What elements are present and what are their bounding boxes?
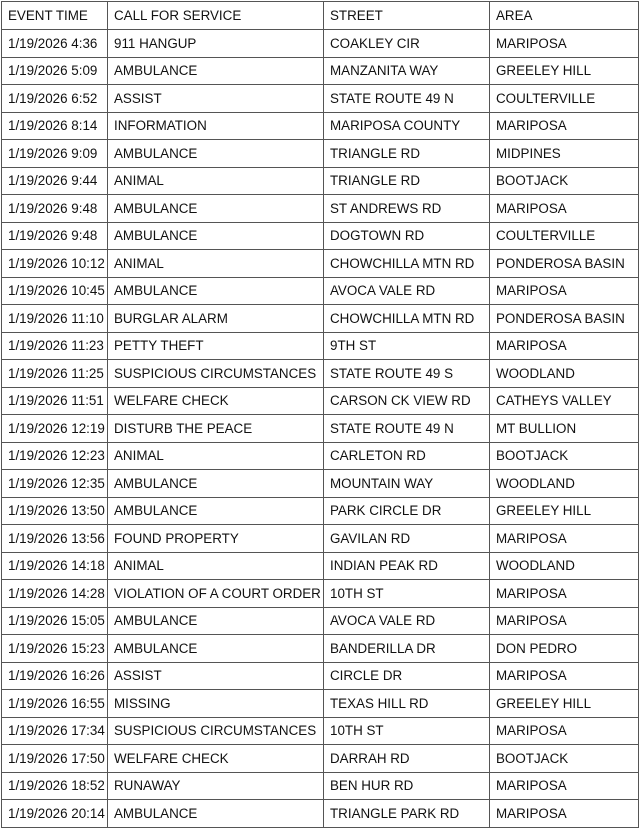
cell-street: CARSON CK VIEW RD (324, 387, 490, 415)
cell-call-for-service: ASSIST (108, 662, 324, 690)
cell-street: COAKLEY CIR (324, 30, 490, 58)
cell-area: MARIPOSA (490, 580, 639, 608)
cell-street: GAVILAN RD (324, 525, 490, 553)
cell-event-time: 1/19/2026 11:25 (2, 360, 108, 388)
cell-area: MARIPOSA (490, 607, 639, 635)
cell-call-for-service: AMBULANCE (108, 57, 324, 85)
table-row (2, 552, 639, 580)
header-event-time: EVENT TIME (2, 2, 108, 30)
cell-event-time: 1/19/2026 16:55 (2, 690, 108, 718)
cell-street: MOUNTAIN WAY (324, 470, 490, 498)
table-row (2, 195, 639, 223)
cell-call-for-service: 911 HANGUP (108, 30, 324, 58)
table-row (2, 85, 639, 113)
cell-area: MARIPOSA (490, 717, 639, 745)
table-row (2, 580, 639, 608)
cell-area: GREELEY HILL (490, 690, 639, 718)
cell-event-time: 1/19/2026 17:50 (2, 745, 108, 773)
cell-event-time: 1/19/2026 9:44 (2, 167, 108, 195)
cell-area: PONDEROSA BASIN (490, 305, 639, 333)
cell-area: BOOTJACK (490, 442, 639, 470)
cell-event-time: 1/19/2026 16:26 (2, 662, 108, 690)
table-row (2, 470, 639, 498)
cell-call-for-service: ASSIST (108, 85, 324, 113)
cell-event-time: 1/19/2026 4:36 (2, 30, 108, 58)
table-row (2, 112, 639, 140)
table-header (2, 2, 639, 30)
cell-street: CHOWCHILLA MTN RD (324, 250, 490, 278)
cell-area: MARIPOSA (490, 195, 639, 223)
table-row (2, 745, 639, 773)
cell-street: STATE ROUTE 49 N (324, 415, 490, 443)
cell-area: MARIPOSA (490, 772, 639, 800)
cell-event-time: 1/19/2026 9:09 (2, 140, 108, 168)
cell-street: STATE ROUTE 49 N (324, 85, 490, 113)
cell-area: WOODLAND (490, 360, 639, 388)
cell-street: PARK CIRCLE DR (324, 497, 490, 525)
cell-event-time: 1/19/2026 12:19 (2, 415, 108, 443)
header-area: AREA (490, 2, 639, 30)
cell-street: CARLETON RD (324, 442, 490, 470)
cell-event-time: 1/19/2026 9:48 (2, 195, 108, 223)
cell-call-for-service: AMBULANCE (108, 277, 324, 305)
cell-street: MANZANITA WAY (324, 57, 490, 85)
table-row (2, 277, 639, 305)
cell-event-time: 1/19/2026 13:56 (2, 525, 108, 553)
cell-street: DARRAH RD (324, 745, 490, 773)
cell-area: MT BULLION (490, 415, 639, 443)
cell-call-for-service: AMBULANCE (108, 195, 324, 223)
cell-call-for-service: AMBULANCE (108, 800, 324, 828)
table-row (2, 662, 639, 690)
cell-area: MARIPOSA (490, 112, 639, 140)
cell-street: DOGTOWN RD (324, 222, 490, 250)
cell-street: MARIPOSA COUNTY (324, 112, 490, 140)
cell-call-for-service: VIOLATION OF A COURT ORDER (108, 580, 324, 608)
header-street: STREET (324, 2, 490, 30)
cell-street: TRIANGLE PARK RD (324, 800, 490, 828)
header-row (2, 2, 639, 30)
cell-event-time: 1/19/2026 14:18 (2, 552, 108, 580)
cell-call-for-service: RUNAWAY (108, 772, 324, 800)
cell-event-time: 1/19/2026 9:48 (2, 222, 108, 250)
cell-area: GREELEY HILL (490, 497, 639, 525)
cell-area: MARIPOSA (490, 277, 639, 305)
cell-call-for-service: ANIMAL (108, 552, 324, 580)
table-row (2, 30, 639, 58)
table-row (2, 415, 639, 443)
cell-event-time: 1/19/2026 12:23 (2, 442, 108, 470)
cell-street: AVOCA VALE RD (324, 607, 490, 635)
cell-event-time: 1/19/2026 17:34 (2, 717, 108, 745)
table-row (2, 607, 639, 635)
cell-call-for-service: PETTY THEFT (108, 332, 324, 360)
cell-call-for-service: ANIMAL (108, 442, 324, 470)
cell-call-for-service: ANIMAL (108, 250, 324, 278)
cell-event-time: 1/19/2026 5:09 (2, 57, 108, 85)
cell-street: CHOWCHILLA MTN RD (324, 305, 490, 333)
cell-event-time: 1/19/2026 14:28 (2, 580, 108, 608)
cell-call-for-service: MISSING (108, 690, 324, 718)
cell-event-time: 1/19/2026 10:12 (2, 250, 108, 278)
cell-call-for-service: AMBULANCE (108, 470, 324, 498)
cell-call-for-service: AMBULANCE (108, 222, 324, 250)
table-row (2, 717, 639, 745)
cell-area: CATHEYS VALLEY (490, 387, 639, 415)
cell-area: GREELEY HILL (490, 57, 639, 85)
cell-event-time: 1/19/2026 20:14 (2, 800, 108, 828)
cell-street: STATE ROUTE 49 S (324, 360, 490, 388)
cell-street: BEN HUR RD (324, 772, 490, 800)
table-row (2, 497, 639, 525)
cell-street: AVOCA VALE RD (324, 277, 490, 305)
table-row (2, 442, 639, 470)
cell-area: PONDEROSA BASIN (490, 250, 639, 278)
cell-call-for-service: SUSPICIOUS CIRCUMSTANCES (108, 360, 324, 388)
cell-area: WOODLAND (490, 552, 639, 580)
table-row (2, 800, 639, 828)
table-body (2, 30, 639, 828)
call-log-table (1, 1, 639, 828)
cell-call-for-service: INFORMATION (108, 112, 324, 140)
cell-event-time: 1/19/2026 12:35 (2, 470, 108, 498)
cell-area: COULTERVILLE (490, 222, 639, 250)
table-row (2, 222, 639, 250)
cell-area: COULTERVILLE (490, 85, 639, 113)
table-row (2, 250, 639, 278)
cell-call-for-service: AMBULANCE (108, 607, 324, 635)
cell-area: MIDPINES (490, 140, 639, 168)
cell-area: DON PEDRO (490, 635, 639, 663)
cell-area: MARIPOSA (490, 30, 639, 58)
table-row (2, 140, 639, 168)
cell-event-time: 1/19/2026 18:52 (2, 772, 108, 800)
table-row (2, 167, 639, 195)
cell-street: 10TH ST (324, 717, 490, 745)
cell-call-for-service: FOUND PROPERTY (108, 525, 324, 553)
cell-street: 9TH ST (324, 332, 490, 360)
cell-area: BOOTJACK (490, 167, 639, 195)
cell-event-time: 1/19/2026 8:14 (2, 112, 108, 140)
cell-street: 10TH ST (324, 580, 490, 608)
cell-area: MARIPOSA (490, 332, 639, 360)
cell-street: CIRCLE DR (324, 662, 490, 690)
cell-street: BANDERILLA DR (324, 635, 490, 663)
table-row (2, 332, 639, 360)
cell-event-time: 1/19/2026 13:50 (2, 497, 108, 525)
cell-event-time: 1/19/2026 15:23 (2, 635, 108, 663)
cell-event-time: 1/19/2026 10:45 (2, 277, 108, 305)
cell-area: WOODLAND (490, 470, 639, 498)
cell-area: MARIPOSA (490, 662, 639, 690)
cell-street: INDIAN PEAK RD (324, 552, 490, 580)
cell-street: TRIANGLE RD (324, 167, 490, 195)
cell-event-time: 1/19/2026 11:51 (2, 387, 108, 415)
cell-event-time: 1/19/2026 15:05 (2, 607, 108, 635)
table-row (2, 387, 639, 415)
header-call-for-service: CALL FOR SERVICE (108, 2, 324, 30)
cell-call-for-service: AMBULANCE (108, 140, 324, 168)
table-row (2, 305, 639, 333)
cell-street: ST ANDREWS RD (324, 195, 490, 223)
table-row (2, 635, 639, 663)
cell-call-for-service: DISTURB THE PEACE (108, 415, 324, 443)
cell-area: MARIPOSA (490, 525, 639, 553)
cell-street: TEXAS HILL RD (324, 690, 490, 718)
table-row (2, 525, 639, 553)
cell-street: TRIANGLE RD (324, 140, 490, 168)
cell-call-for-service: AMBULANCE (108, 635, 324, 663)
cell-call-for-service: ANIMAL (108, 167, 324, 195)
cell-call-for-service: AMBULANCE (108, 497, 324, 525)
table-row (2, 772, 639, 800)
cell-area: MARIPOSA (490, 800, 639, 828)
cell-call-for-service: WELFARE CHECK (108, 745, 324, 773)
cell-call-for-service: SUSPICIOUS CIRCUMSTANCES (108, 717, 324, 745)
table-row (2, 57, 639, 85)
cell-event-time: 1/19/2026 11:10 (2, 305, 108, 333)
table-row (2, 360, 639, 388)
cell-area: BOOTJACK (490, 745, 639, 773)
table-row (2, 690, 639, 718)
cell-event-time: 1/19/2026 11:23 (2, 332, 108, 360)
cell-call-for-service: WELFARE CHECK (108, 387, 324, 415)
cell-event-time: 1/19/2026 6:52 (2, 85, 108, 113)
cell-call-for-service: BURGLAR ALARM (108, 305, 324, 333)
